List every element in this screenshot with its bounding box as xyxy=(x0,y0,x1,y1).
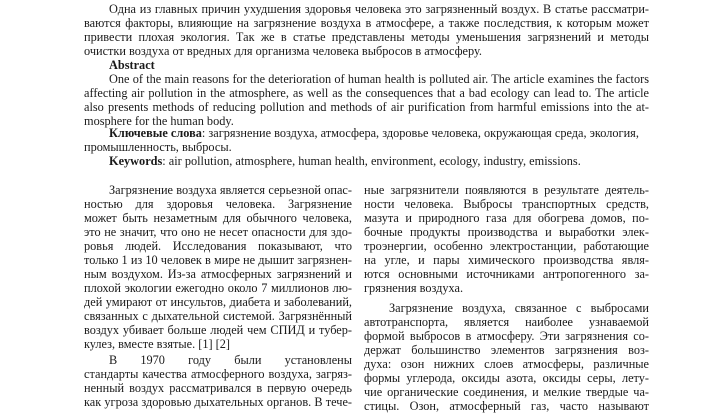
keywords-ru-line2: промышленность, выбросы. xyxy=(84,140,232,154)
body-line: бочные продукты производства и выработки элек- xyxy=(364,225,649,239)
body-line: ным воздухом. Из-за атмосферных загрязнений и xyxy=(84,267,352,281)
body-line: ровья людей. Исследования показывают, что xyxy=(84,239,352,253)
keywords-ru-text: : загрязнение воздуха, атмосфера, здоровье человека, окружающая среда, экология, xyxy=(201,126,639,140)
annotation-line: привести плохая экология. Так же в статье представлены методы уменьшения загрязнений и методы xyxy=(84,30,649,44)
body-line: Загрязнение воздуха, связанное с выбросами xyxy=(389,301,649,315)
body-line: на угле, и пары химического производства явля- xyxy=(364,253,649,267)
annotation-line: Одна из главных причин ухудшения здоровья человека это загрязненный воздух. В статье рассматри- xyxy=(109,2,649,16)
body-line: ненный воздух рассматривался в первую очередь xyxy=(84,381,352,395)
body-line: стандарты качества атмосферного воздуха, загряз- xyxy=(84,367,352,381)
body-column-left xyxy=(84,183,352,409)
annotation-line: очистки воздуха от вредных для организма человека выбросов в атмосферу. xyxy=(84,44,482,58)
body-line: дей умирают от инсультов, диабета и заболеваний, xyxy=(84,295,352,309)
abstract-line: mosphere for the human body. xyxy=(84,114,234,128)
keywords-ru-line xyxy=(84,126,649,140)
body-line: автотранспорта, является наиболее узнаваемой xyxy=(364,315,649,329)
body-line: воздух убивает больше людей чем СПИД и тубер- xyxy=(84,323,352,337)
keywords-russian xyxy=(84,126,649,154)
body-line: держат большинство элементов загрязнения воз- xyxy=(364,343,649,357)
body-line: плохой экологии ежегодно около 7 миллионов лю- xyxy=(84,281,352,295)
body-line: кулез, вместе взятые. [1] [2] xyxy=(84,337,230,351)
body-line: связанных с дыхательной системой. Загрязнённый xyxy=(84,309,352,323)
abstract-line: One of the main reasons for the deterioration of human health is polluted air. The article examines the factors xyxy=(109,72,649,86)
abstract-heading: Abstract xyxy=(109,58,155,72)
body-line: троэнергии, особенно электростанции, работающие xyxy=(364,239,649,253)
body-line: формы углерода, оксиды азота, оксиды серы, лету- xyxy=(364,371,649,385)
body-line: ются основными источниками антропогенного за- xyxy=(364,267,649,281)
body-line: Загрязнение воздуха является серьезной опас- xyxy=(109,183,352,197)
keywords-english xyxy=(109,154,581,168)
body-line: стицы. Озон, атмосферный газ, часто называют xyxy=(364,399,649,413)
keywords-en-text: : air pollution, atmosphere, human health, environment, ecology, industry, emissions. xyxy=(162,154,581,168)
body-column-right xyxy=(364,183,649,413)
body-line: может быть незаметным для обычного человека, xyxy=(84,211,352,225)
body-line: грязнения воздуха. xyxy=(364,281,464,295)
keywords-ru-label: Ключевые слова xyxy=(109,126,202,140)
abstract-line: also presents methods of reducing pollution and methods of air purification from harmful emissions into the at- xyxy=(84,100,649,114)
body-paragraph xyxy=(364,301,649,413)
body-paragraph xyxy=(84,353,352,409)
annotation-line: ваются факторы, влияющие на загрязнение воздуха в атмосфере, а также последствия, к которым может xyxy=(84,16,649,30)
body-line: духа: озон нижних слоев атмосферы, различные xyxy=(364,357,649,371)
body-line: ности человека. Выбросы транспортных средств, xyxy=(364,197,649,211)
russian-annotation xyxy=(84,2,649,58)
body-line: ные загрязнители появляются в результате деятель- xyxy=(364,183,649,197)
body-line: чие органические соединения, и мелкие твердые ча- xyxy=(364,385,649,399)
body-line: В 1970 году были установлены xyxy=(109,353,352,367)
body-line: формой выбросов в атмосферу. Эти загрязнения со- xyxy=(364,329,649,343)
abstract-line: affecting air pollution in the atmosphere, as well as the consequences that a bad ecology can lead to. The article xyxy=(84,86,649,100)
english-abstract xyxy=(84,72,649,128)
body-line: только 1 из 10 человек в мире не дышит загрязнен- xyxy=(84,253,352,267)
body-line: ностью для здоровья человека. Загрязнение xyxy=(84,197,352,211)
body-line: это не значит, что оно не несет опасности для здо- xyxy=(84,225,352,239)
body-paragraph xyxy=(364,183,649,295)
body-line: как угроза здоровью дыхательных органов. В тече- xyxy=(84,395,352,409)
keywords-en-label: Keywords xyxy=(109,154,163,168)
body-line: мазута и природного газа для обогрева домов, по- xyxy=(364,211,649,225)
body-paragraph xyxy=(84,183,352,351)
